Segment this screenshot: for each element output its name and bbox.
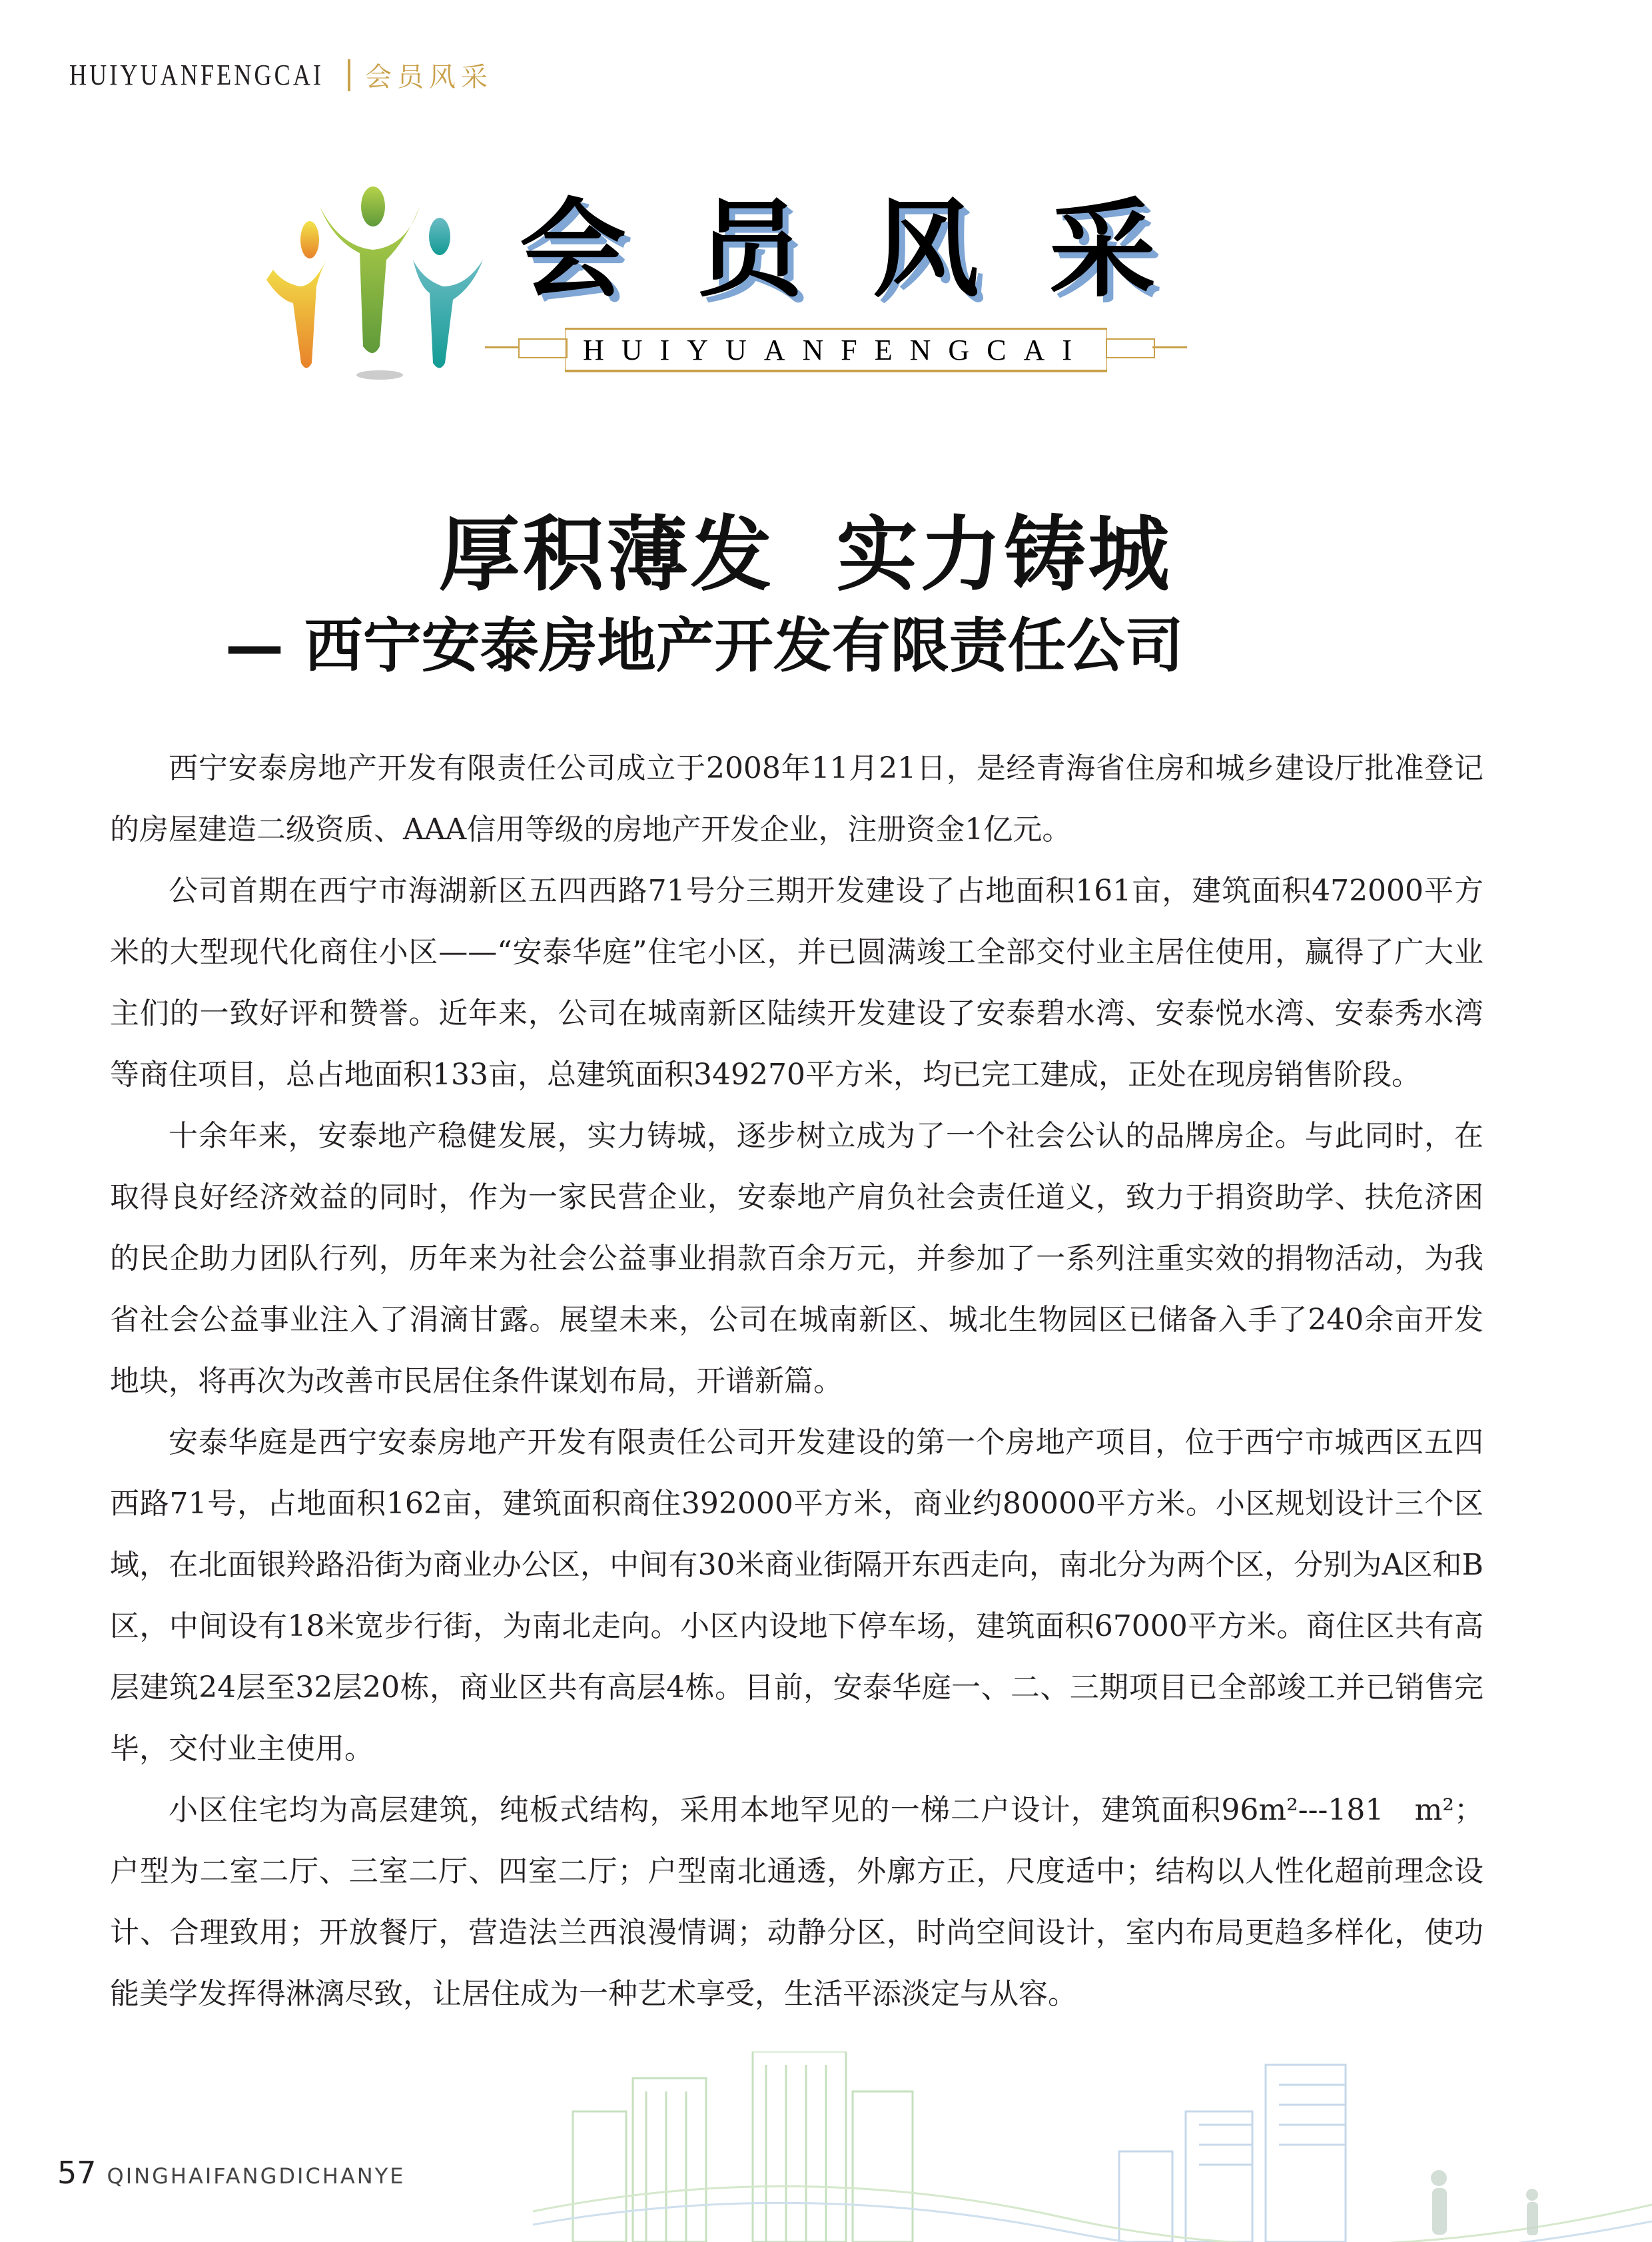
banner-subtitle-box xyxy=(565,328,1107,372)
banner-title xyxy=(520,187,1156,312)
ornament-cap xyxy=(1106,338,1155,358)
ornament-line xyxy=(1152,346,1187,348)
banner-char: 会 xyxy=(520,187,627,312)
article-body xyxy=(110,738,1483,2025)
city-skyline-decoration xyxy=(533,2052,1652,2242)
paragraph: 小区住宅均为高层建筑，纯板式结构，采用本地罕见的一梯二户设计，建筑面积96m²---181 m²；户型为二室二厅、三室二厅、四室二厅；户型南北通透，外廓方正，尺度适中；结构以人性化超前理念设计、合理致用；开放餐厅，营造法兰西浪漫情调；动静分区，时尚空间设计，室内布局更趋多样化，使功能美学发挥得淋漓尽致，让居住成为一种艺术享受，生活平添淡定与从容。 xyxy=(110,1793,1483,2011)
article-title: 厚积薄发 实力铸城 xyxy=(438,508,1172,602)
ornament-line xyxy=(485,346,520,348)
section-name-cn: 会员风采 xyxy=(364,62,493,93)
page-footer xyxy=(57,2155,405,2191)
paragraph: 公司首期在西宁市海湖新区五四西路71号分三期开发建设了占地面积161亩，建筑面积472000平方米的大型现代化商住小区——“安泰华庭”住宅小区，并已圆满竣工全部交付业主居住使用，赢得了广大业主们的一致好评和赞誉。近年来，公司在城南新区陆续开发建设了安泰碧水湾、安泰悦水湾、安泰秀水湾等商住项目，总占地面积133亩，总建筑面积349270平方米，均已完工建成，正处在现房销售阶段。 xyxy=(110,874,1483,1092)
banner-char: 员 xyxy=(696,187,803,312)
banner-char: 风 xyxy=(873,187,980,312)
paragraph: 安泰华庭是西宁安泰房地产开发有限责任公司开发建设的第一个房地产项目，位于西宁市城西区五四西路71号，占地面积162亩，建筑面积商住392000平方米，商业约80000平方米。小区规划设计三个区域，在北面银羚路沿街为商业办公区，中间有30米商业街隔开东西走向，南北分为两个区，分别为A区和B区，中间设有18米宽步行街，为南北走向。小区内设地下停车场，建筑面积67000平方米。商住区共有高层建筑24层至32层20栋，商业区共有高层4栋。目前，安泰华庭一、二、三期项目已全部竣工并已销售完毕，交付业主使用。 xyxy=(110,1425,1483,1766)
section-name-en: HUIYUANFENGCAI xyxy=(69,59,324,91)
section-header xyxy=(69,56,493,94)
banner-char: 采 xyxy=(1049,187,1156,312)
magazine-name: QINGHAIFANGDICHANYE xyxy=(107,2163,406,2189)
paragraph: 西宁安泰房地产开发有限责任公司成立于2008年11月21日，是经青海省住房和城乡建设厅批准登记的房屋建造二级资质、AAA信用等级的房地产开发企业，注册资金1亿元。 xyxy=(110,751,1483,847)
ornament-cap xyxy=(518,338,568,358)
article-subtitle: — 西宁安泰房地产开发有限责任公司 xyxy=(225,611,1184,680)
divider xyxy=(348,59,350,91)
paragraph: 十余年来，安泰地产稳健发展，实力铸城，逐步树立成为了一个社会公认的品牌房企。与此同时，在取得良好经济效益的同时，作为一家民营企业，安泰地产肩负社会责任道义，致力于捐资助学、扶危济困的民企助力团队行列，历年来为社会公益事业捐款百余万元，并参加了一系列注重实效的捐物活动，为我省社会公益事业注入了涓滴甘露。展望未来，公司在城南新区、城北生物园区已储备入手了240余亩开发地块，将再次为改善市民居住条件谋划布局，开谱新篇。 xyxy=(110,1119,1483,1398)
page-number: 57 xyxy=(57,2155,97,2191)
members-logo-icon xyxy=(253,187,506,380)
banner-subtitle: HUIYUANFENGCAI xyxy=(583,333,1089,366)
